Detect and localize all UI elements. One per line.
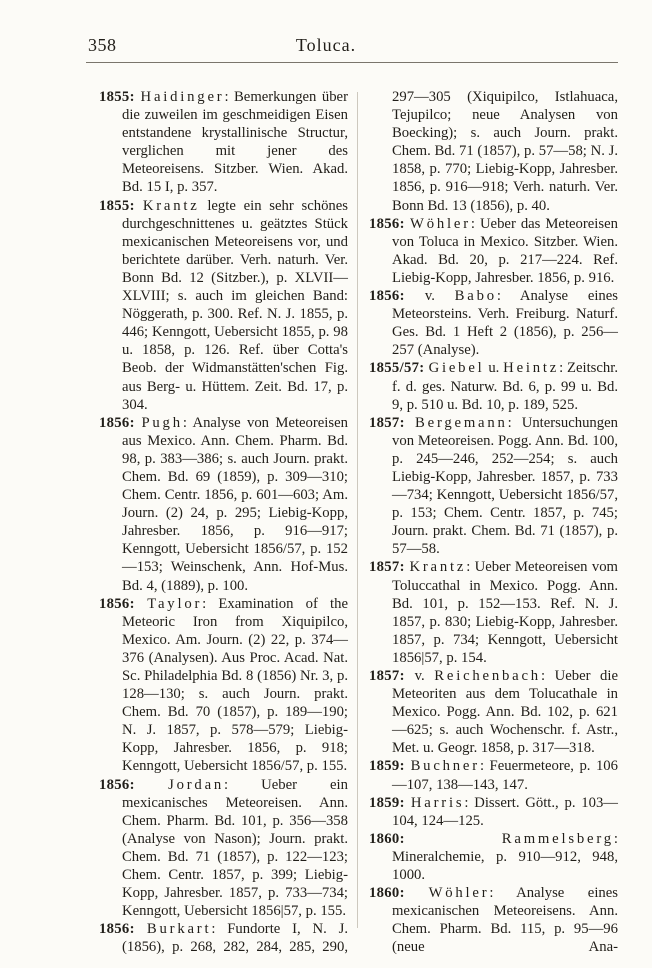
bibliography-entry	[99, 595, 348, 776]
entry-separator: :	[613, 830, 618, 847]
page-number: 358	[88, 35, 117, 55]
entry-author: Taylor	[147, 595, 203, 612]
entry-year: 1855:	[99, 197, 143, 214]
entry-author: Burkart	[146, 921, 212, 938]
entry-year: 1857:	[369, 668, 415, 684]
entry-text: Analyse eines mexicanischen Meteoreisens. Ann. Chem. Pharm. Bd. 115, p. 95—96 (neue Ana-	[392, 885, 618, 956]
bibliography-entry	[99, 88, 348, 197]
entry-year: 1856:	[99, 921, 147, 938]
entry-text: Ueber die Meteoriten aus dem Tolucathale in Mexico. Pogg. Ann. Bd. 102, p. 621—625; s. auch Wochenschr. f. Astr., Met. u. Geogr. 1858, p. 317—318.	[392, 668, 618, 757]
entry-separator: :	[507, 414, 522, 431]
entry-year: 1855:	[99, 89, 141, 105]
bibliography-entry	[99, 197, 348, 414]
entry-text: 297—305 (Xiquipilco, Istlahuaca, Tejupilco; neue Analysen von Boecking); s. auch Journ. prakt. Chem. Bd. 71 (1857), p. 57—58; N. J. 1858, p. 770; Liebig-Kopp, Jahresber. 1856, p. 916—918; Verh. naturh. Ver. Bonn Bd. 13 (1856), p. 40.	[392, 89, 618, 214]
entry-year: 1856:	[99, 776, 169, 793]
entry-text: Bemerkungen über die zuweilen im geschmeidigen Eisen entstandene krystallinische Structur, verglichen mit jener des Meteoreisens. Sitzber. Wien. Akad. Bd. 15 I, p. 357.	[122, 89, 348, 196]
entry-text: Analyse eines Meteorsteins. Verh. Freiburg. Naturf. Ges. Bd. 1 Heft 2 (1856), p. 256—257 (Analyse).	[392, 288, 618, 359]
bibliography-entry	[99, 414, 348, 595]
bibliography-entry	[369, 558, 618, 667]
right-column	[369, 88, 618, 957]
entry-year: 1855/57:	[369, 360, 429, 377]
entry-separator: :	[540, 668, 555, 684]
entry-year: 1859:	[369, 758, 411, 775]
bibliography-entry	[369, 414, 618, 559]
entry-author-prefix: v.	[414, 668, 435, 684]
entry-text: Zeitschr. f. d. ges. Naturw. Bd. 6, p. 99 u. Bd. 9, p. 510 u. Bd. 10, p. 189, 525.	[392, 360, 619, 413]
entry-year: 1856:	[99, 414, 142, 431]
entry-year: 1856:	[369, 288, 425, 305]
entry-author: Krantz	[409, 559, 467, 576]
entry-author: Wöhler	[428, 885, 490, 902]
entry-author-join: u.	[484, 360, 504, 377]
entry-author: Haidinger	[140, 89, 225, 105]
page-title: Toluca.	[295, 35, 357, 55]
bibliography-entry	[369, 794, 618, 830]
entry-author: Harris	[410, 794, 465, 811]
entry-author: Babo	[454, 288, 497, 305]
bibliography-entry	[369, 215, 618, 287]
bibliography-entry	[369, 757, 618, 793]
entry-text: Fundorte I, N. J. (1856), p. 268, 282, 284, 285, 290,	[122, 921, 348, 956]
entry-year: 1860:	[369, 885, 429, 902]
entry-author: Krantz	[142, 197, 200, 214]
entry-year: 1856:	[369, 215, 411, 232]
entry-text: Analyse von Meteoreisen aus Mexico. Ann. Chem. Pharm. Bd. 98, p. 383—386; s. auch Journ. prakt. Chem. Bd. 69 (1859), p. 309—310; Chem. Centr. 1856, p. 601—603; Am. Journ. (2) 24, p. 295; Liebig-Kopp, Jahresber. 1856, p. 916—917; Kenngott, Uebersicht 1856/57, p. 152—153; Weinschenk, Ann. Hof-Mus. Bd. 4, (1889), p. 100.	[122, 414, 348, 594]
bibliography-entry	[369, 667, 618, 757]
entry-text: Dissert. Gött., p. 103—104, 124—125.	[392, 794, 618, 829]
entry-separator: :	[489, 885, 517, 902]
entry-author: Wöhler	[410, 215, 471, 232]
entry-text: Ueber Meteoreisen vom Toluccathal in Mexico. Pogg. Ann. Bd. 101, p. 152—153. Ref. N. J. 1857, p. 830; Liebig-Kopp, Jahresber. 1857, p. 734; Kenngott, Uebersicht 1856|57, p. 154.	[392, 559, 618, 666]
header-rule	[86, 62, 618, 63]
entry-author: Buchner	[410, 758, 480, 775]
bibliography-entry	[99, 776, 348, 921]
entry-text: Feuermeteore, p. 106—107, 138—143, 147.	[392, 758, 618, 793]
entry-author: Bergemann	[415, 414, 508, 431]
entry-separator: :	[466, 559, 475, 576]
entry-author: Heintz	[503, 360, 560, 377]
entry-author: Giebel	[428, 360, 485, 377]
entry-year: 1860:	[369, 830, 502, 847]
entry-separator: :	[224, 776, 262, 793]
entry-year: 1857:	[369, 414, 416, 431]
entry-separator: :	[202, 595, 219, 612]
entry-separator: :	[182, 414, 193, 431]
left-column	[99, 88, 348, 957]
entry-year: 1859:	[369, 794, 411, 811]
entry-text: legte ein sehr schönes durchgeschnittenes u. geätztes Stück mexicanischen Meteoreisens vor, und berichtete darüber. Verh. naturh. Ver. Bonn Bd. 12 (Sitzber.), p. XLVII—XLVIII; s. auch im gleichen Band: Nöggerath, p. 300. Ref. N. J. 1855, p. 446; Kenngott, Uebersicht 1855, p. 98 u. 1858, p. 126. Ref. über Cotta's Beob. der Widmanstätten'schen Fig. aus Berg- u. Hüttem. Zeit. Bd. 17, p. 304.	[122, 197, 348, 413]
bibliography-entry	[369, 88, 618, 215]
entry-text: Ueber ein mexicanisches Meteoreisen. Ann. Chem. Pharm. Bd. 101, p. 356—358 (Analyse von Nason); Journ. prakt. Chem. Bd. 71 (1857), p. 122—123; Chem. Centr. 1857, p. 399; Liebig-Kopp, Jahresber. 1857, p. 733—734; Kenngott, Uebersicht 1856|57, p. 155.	[122, 776, 348, 920]
entry-text: Untersuchungen von Meteoreisen. Pogg. Ann. Bd. 100, p. 245—246, 252—254; s. auch Liebig-Kopp, Jahresber. 1857, p. 733—734; Kenngott, Uebersicht 1856/57, p. 153; Chem. Centr. 1857, p. 745; Journ. prakt. Chem. Bd. 71 (1857), p. 57—58.	[392, 414, 618, 558]
entry-author: Reichenbach	[434, 668, 541, 684]
bibliography-entry	[99, 920, 348, 956]
entry-author: Pugh	[141, 414, 183, 431]
column-divider	[357, 92, 358, 928]
entry-text: Ueber das Meteoreisen von Toluca in Mexico. Sitzber. Wien. Akad. Bd. 20, p. 217—224. Ref. Liebig-Kopp, Jahresber. 1856, p. 916.	[392, 215, 618, 286]
entry-separator: :	[470, 215, 480, 232]
entry-separator: :	[464, 794, 475, 811]
entry-author-prefix: v.	[424, 288, 455, 305]
bibliography-entry	[369, 884, 618, 956]
entry-separator: :	[211, 921, 228, 938]
entry-author: Rammelsberg	[501, 830, 614, 847]
entry-author: Jordan	[168, 776, 225, 793]
entry-separator: :	[224, 89, 235, 105]
entry-text: Mineralchemie, p. 910—912, 948, 1000.	[392, 848, 618, 884]
entry-year: 1856:	[99, 595, 148, 612]
entry-separator: :	[559, 360, 568, 377]
bibliography-entry	[369, 287, 618, 359]
entry-year: 1857:	[369, 559, 410, 576]
bibliography-entry	[369, 359, 618, 413]
entry-separator: :	[479, 758, 490, 775]
bibliography-entry	[369, 830, 618, 884]
entry-separator: :	[496, 288, 520, 305]
entry-text: Examination of the Meteoric Iron from Xiquipilco, Mexico. Am. Journ. (2) 22, p. 374—376 (Analysen). Aus Proc. Acad. Nat. Sc. Philadelphia Bd. 8 (1856) Nr. 3, p. 128—130; s. auch Journ. prakt. Chem. Bd. 70 (1857), p. 189—190; N. J. 1857, p. 578—579; Liebig-Kopp, Jahresber. 1856, p. 918; Kenngott, Uebersicht 1856/57, p. 155.	[122, 595, 348, 775]
